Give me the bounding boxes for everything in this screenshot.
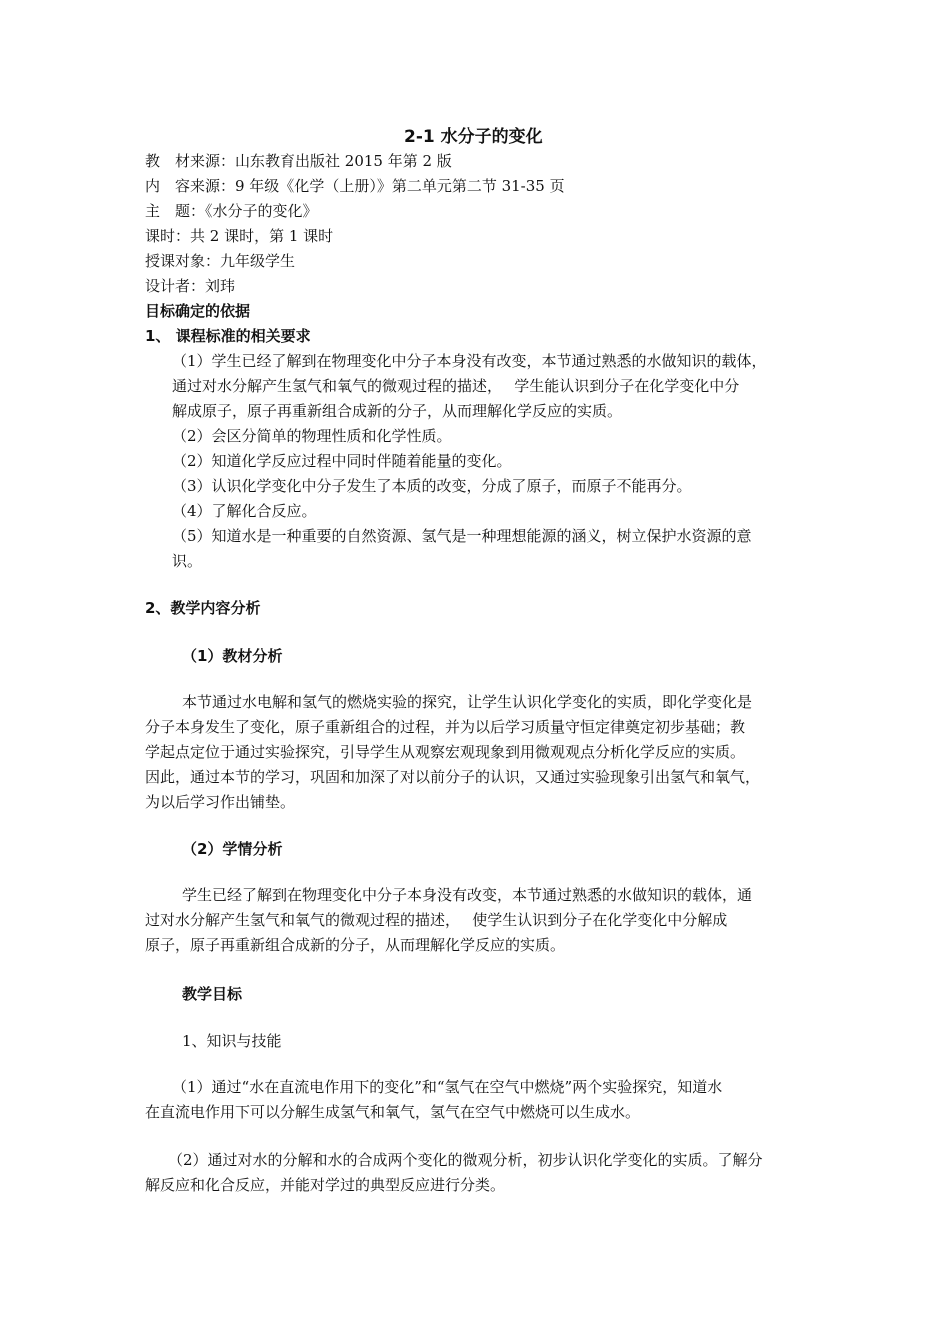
meta-line-topic: 主 题：《水分子的变化》: [145, 202, 318, 220]
content-analysis-heading: 2、教学内容分析: [145, 599, 261, 617]
material-line: 学起点定位于通过实验探究，引导学生从观察宏观现象到用微观观点分析化学反应的实质。: [145, 743, 746, 761]
goals-heading: 教学目标: [182, 985, 243, 1003]
curriculum-line: （4）了解化合反应。: [172, 502, 317, 520]
document-title: 2-1 水分子的变化: [404, 127, 543, 147]
meta-line-content: 内 容来源：9 年级《化学（上册）》第二单元第二节 31-35 页: [145, 177, 565, 195]
meta-line-source: 教 材来源：山东教育出版社 2015 年第 2 版: [145, 152, 452, 170]
curriculum-heading: 1、 课程标准的相关要求: [145, 327, 311, 345]
curriculum-line: （3）认识化学变化中分子发生了本质的改变，分成了原子，而原子不能再分。: [172, 477, 692, 495]
material-line: 为以后学习作出铺垫。: [145, 793, 296, 811]
goal-line: （2）通过对水的分解和水的合成两个变化的微观分析，初步认识化学变化的实质。了解分: [168, 1151, 763, 1169]
student-analysis-heading: （2）学情分析: [182, 840, 283, 858]
meta-line-designer: 设计者：刘玮: [145, 277, 236, 295]
knowledge-skills-heading: 1、知识与技能: [182, 1032, 282, 1050]
goal-line: 在直流电作用下可以分解生成氢气和氧气，氢气在空气中燃烧可以生成水。: [145, 1103, 641, 1121]
student-line: 原子，原子再重新组合成新的分子，从而理解化学反应的实质。: [145, 936, 566, 954]
material-line: 因此，通过本节的学习，巩固和加深了对以前分子的认识，又通过实验现象引出氢气和氧气，: [145, 768, 761, 786]
curriculum-line: （1）学生已经了解到在物理变化中分子本身没有改变，本节通过熟悉的水做知识的载体，: [172, 352, 767, 370]
material-analysis-heading: （1）教材分析: [182, 647, 283, 665]
basis-heading: 目标确定的依据: [145, 302, 251, 320]
curriculum-line: 识。: [172, 552, 203, 570]
curriculum-line: （2）会区分简单的物理性质和化学性质。: [172, 427, 452, 445]
curriculum-line: （5）知道水是一种重要的自然资源、氢气是一种理想能源的涵义，树立保护水资源的意: [172, 527, 752, 545]
curriculum-line: （2）知道化学反应过程中同时伴随着能量的变化。: [172, 452, 512, 470]
meta-line-periods: 课时：共 2 课时，第 1 课时: [145, 227, 334, 245]
goal-line: （1）通过“水在直流电作用下的变化”和“氢气在空气中燃烧”两个实验探究，知道水: [172, 1078, 723, 1096]
goal-line: 解反应和化合反应，并能对学过的典型反应进行分类。: [145, 1176, 506, 1194]
student-line: 学生已经了解到在物理变化中分子本身没有改变，本节通过熟悉的水做知识的载体，通: [182, 886, 753, 904]
curriculum-line: 通过对水分解产生氢气和氧气的微观过程的描述， 学生能认识到分子在化学变化中分: [172, 377, 740, 395]
student-line: 过对水分解产生氢气和氧气的微观过程的描述， 使学生认识到分子在化学变化中分解成: [145, 911, 728, 929]
material-line: 本节通过水电解和氢气的燃烧实验的探究，让学生认识化学变化的实质，即化学变化是: [182, 693, 753, 711]
material-line: 分子本身发生了变化，原子重新组合的过程，并为以后学习质量守恒定律奠定初步基础；教: [145, 718, 746, 736]
meta-line-audience: 授课对象：九年级学生: [145, 252, 296, 270]
curriculum-line: 解成原子，原子再重新组合成新的分子，从而理解化学反应的实质。: [172, 402, 623, 420]
